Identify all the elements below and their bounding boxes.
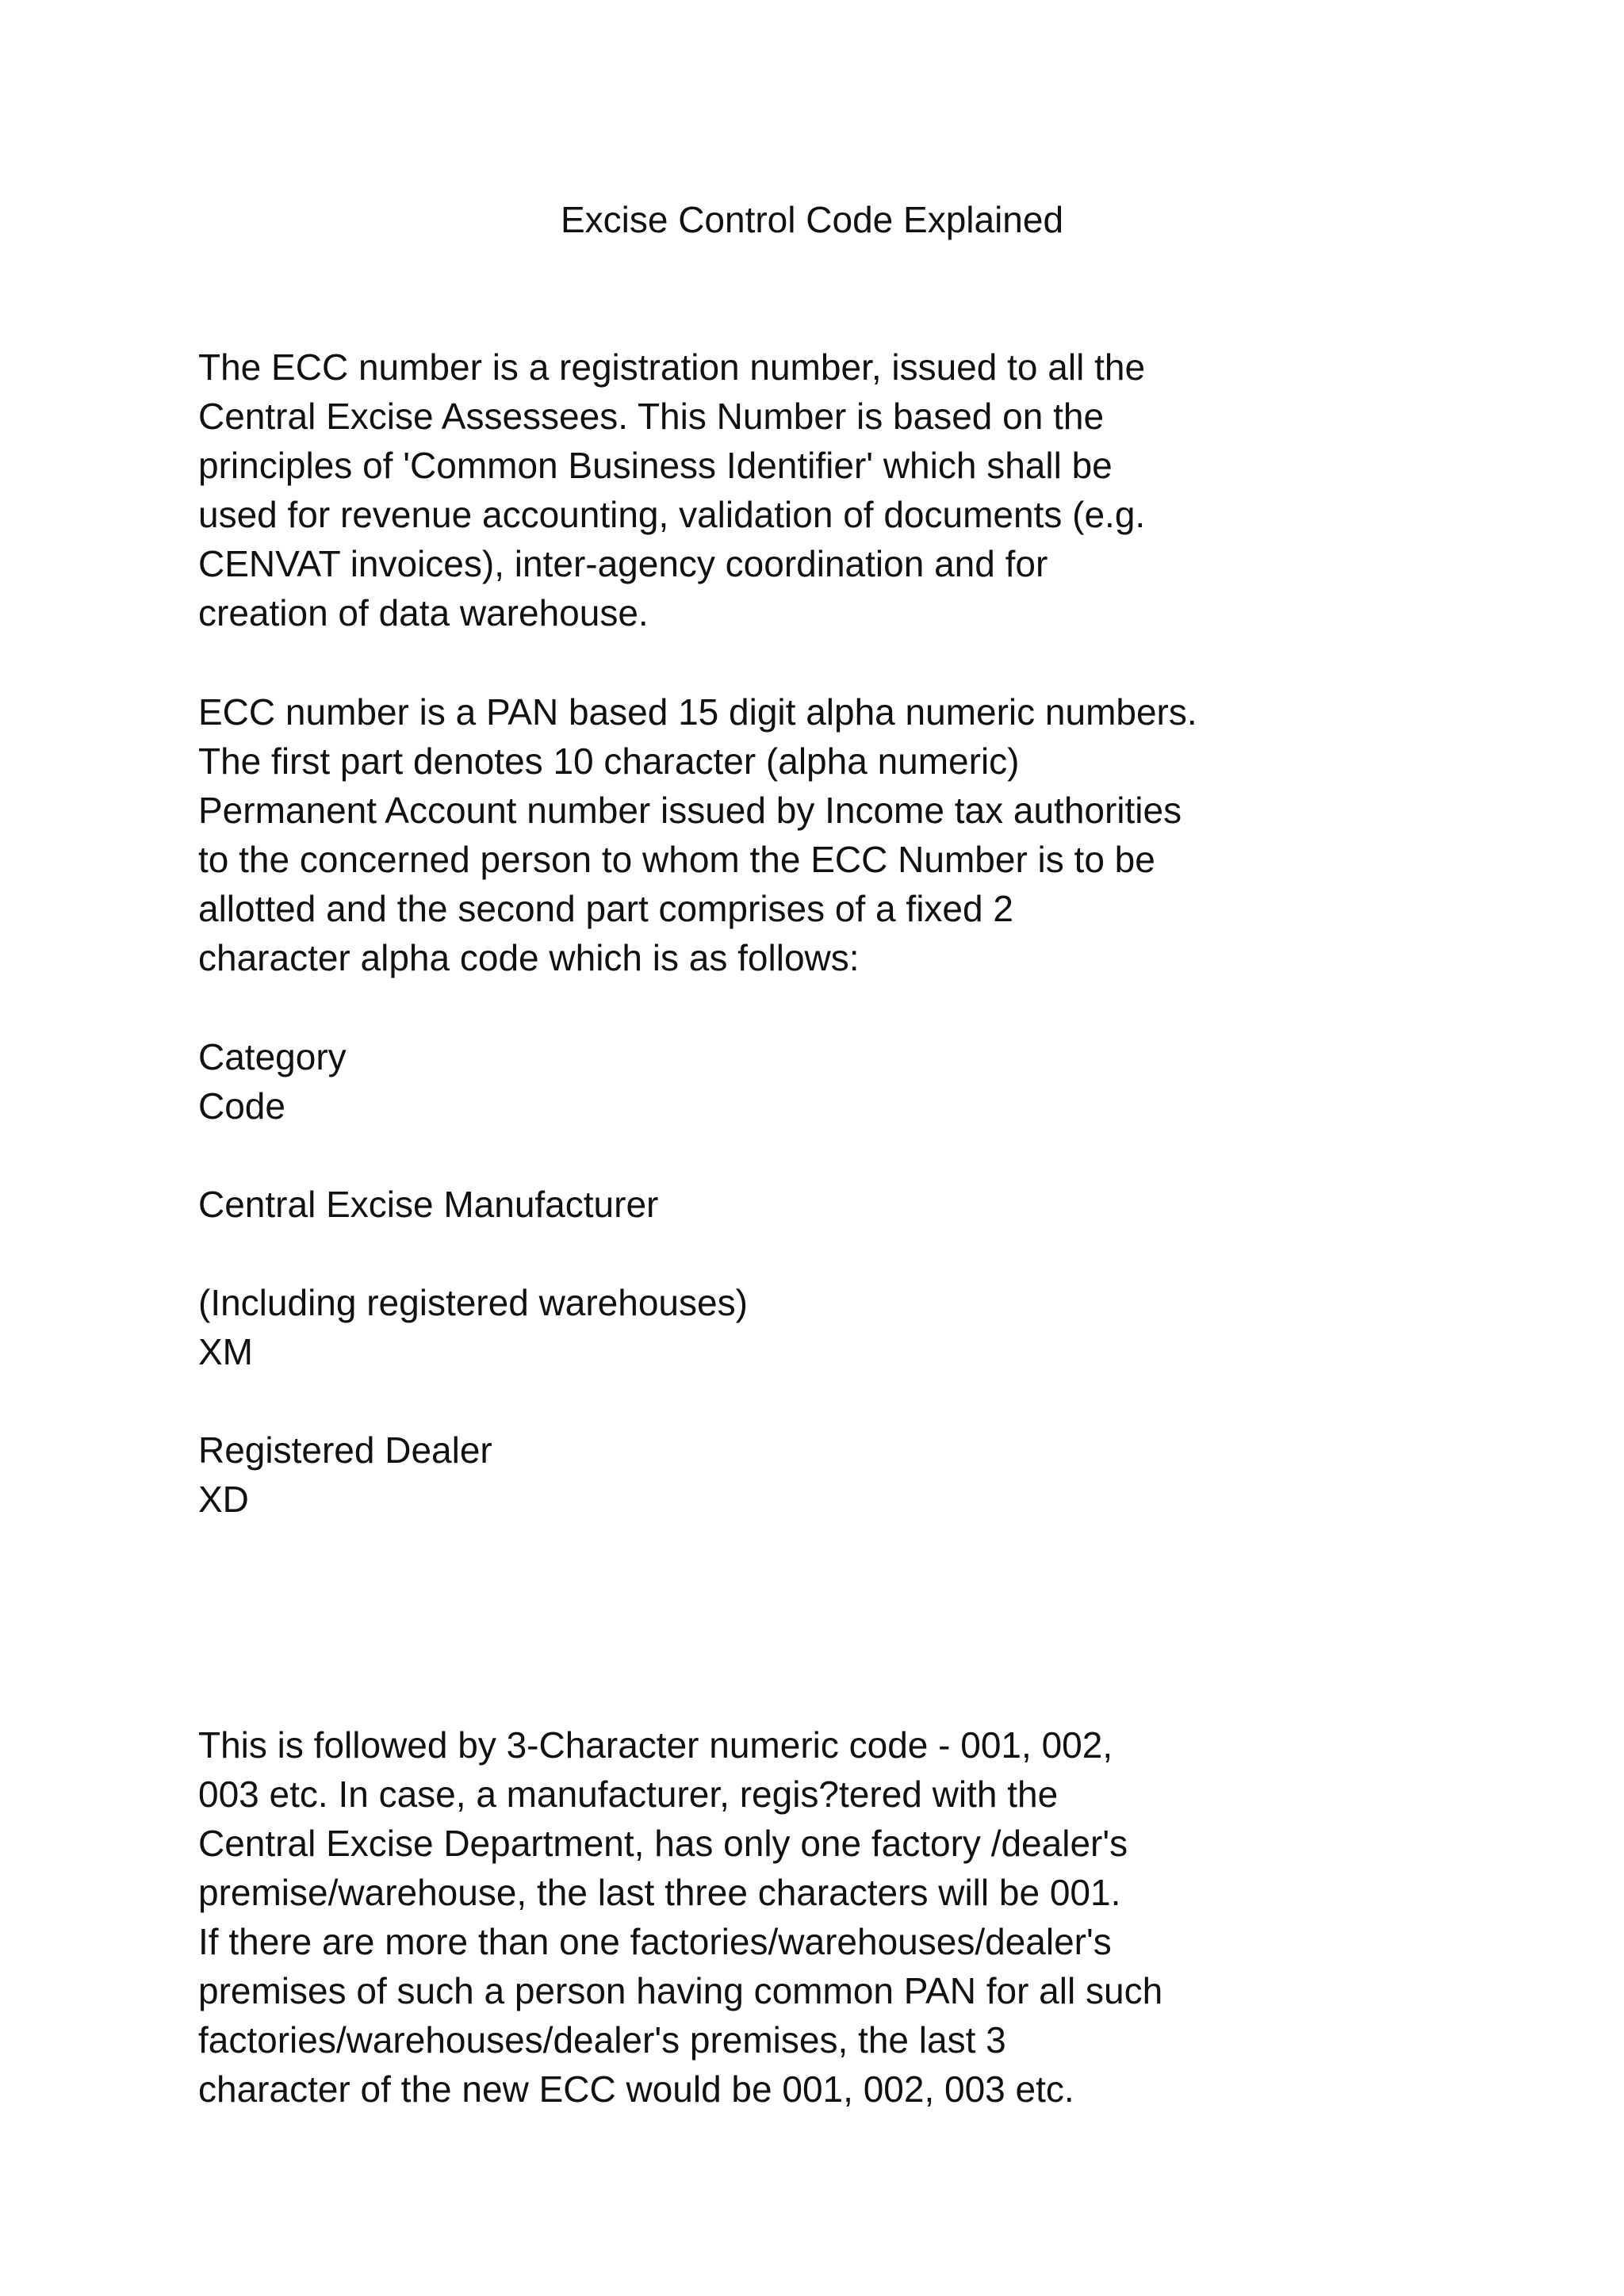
text-line: used for revenue accounting, validation of documents (e.g. [198,494,1146,535]
text-line: If there are more than one factories/warehouses/dealer's [198,1921,1112,1962]
text-line: premise/warehouse, the last three characters will be 001. [198,1872,1121,1913]
text-line: principles of 'Common Business Identifier' which shall be [198,445,1113,486]
manufacturer-note-block [198,1278,1546,1376]
text-line: The first part denotes 10 character (alpha numeric) [198,740,1020,782]
text-line: factories/warehouses/dealer's premises, the last 3 [198,2019,1006,2061]
paragraph-ecc-definition [198,342,1546,637]
text-line: character alpha code which is as follows: [198,937,860,978]
text-line: Permanent Account number issued by Income tax authorities [198,790,1182,831]
text-line: allotted and the second part comprises of a fixed 2 [198,888,1013,929]
document-title: Excise Control Code Explained [560,199,1064,240]
paragraph-ecc-structure [198,687,1546,982]
dealer-code: XD [198,1479,249,1520]
text-line: to the concerned person to whom the ECC Number is to be [198,839,1155,880]
code-header: Code [198,1085,285,1127]
text-line: creation of data warehouse. [198,592,649,633]
manufacturer-code: XM [198,1331,253,1372]
text-line: 003 etc. In case, a manufacturer, regis?tered with the [198,1774,1059,1815]
manufacturer-label-block [198,1180,1546,1229]
dealer-label: Registered Dealer [198,1429,492,1471]
text-line: Central Excise Assessees. This Number is based on the [198,396,1105,437]
text-line: The ECC number is a registration number, issued to all the [198,346,1146,388]
text-line: CENVAT invoices), inter-agency coordination and for [198,543,1048,584]
category-code-header [198,1032,1546,1131]
text-line: premises of such a person having common PAN for all such [198,1970,1163,2011]
paragraph-numeric-code [198,1720,1546,2114]
text-line: Central Excise Department, has only one factory /dealer's [198,1823,1128,1864]
category-header: Category [198,1036,347,1077]
manufacturer-note: (Including registered warehouses) [198,1282,748,1323]
dealer-block [198,1425,1546,1524]
text-line: ECC number is a PAN based 15 digit alpha numeric numbers. [198,691,1197,733]
manufacturer-label: Central Excise Manufacturer [198,1184,659,1225]
text-line: This is followed by 3-Character numeric code - 001, 002, [198,1724,1113,1766]
text-line: character of the new ECC would be 001, 002, 003 etc. [198,2068,1074,2110]
